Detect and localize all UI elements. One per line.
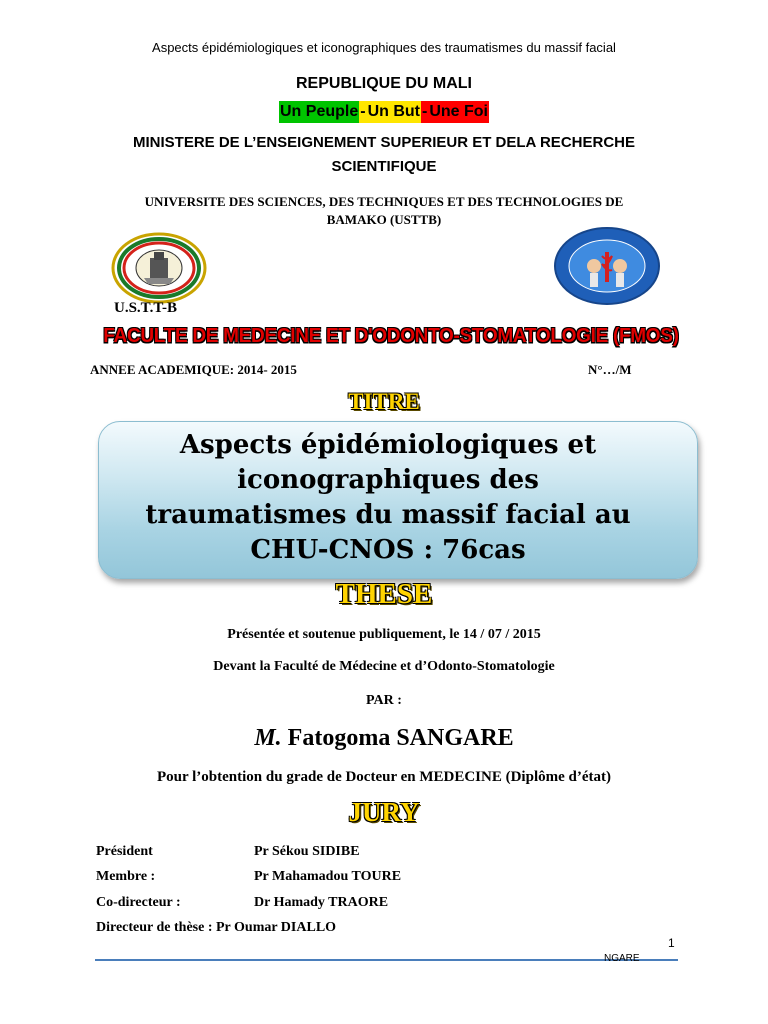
- jury-row: [96, 869, 401, 885]
- jury-member: Dr Hamady TRAORE: [254, 895, 389, 910]
- degree-purpose: Pour l’obtention du grade de Docteur en MEDECINE (Diplôme d’état): [156, 769, 611, 785]
- university-line-2: BAMAKO (USTTB): [326, 212, 442, 227]
- page-number: 1: [668, 936, 675, 950]
- candidate-title: M.: [254, 725, 282, 751]
- university-line-1: UNIVERSITE DES SCIENCES, DES TECHNIQUES ET DES TECHNOLOGIES DE: [144, 194, 624, 209]
- defense-venue-line: Devant la Faculté de Médecine et d’Odonto-Stomatologie: [213, 659, 555, 674]
- jury-role: Membre :: [96, 869, 156, 884]
- thesis-title-line-4: CHU-CNOS : 76cas: [250, 535, 526, 565]
- these-label: THESE: [335, 578, 433, 610]
- jury-member: Pr Mahamadou TOURE: [254, 869, 402, 884]
- jury-row: [96, 920, 336, 936]
- thesis-title: [98, 428, 678, 568]
- motto-separator-1: -: [359, 101, 366, 123]
- academic-year: ANNEE ACADEMIQUE: 2014- 2015: [90, 362, 297, 377]
- motto-part-2: Un But: [367, 101, 421, 123]
- ministry-line-1: MINISTERE DE L’ENSEIGNEMENT SUPERIEUR ET DELA RECHERCHE: [132, 134, 635, 151]
- jury-label: JURY: [348, 797, 420, 827]
- jury-row: [96, 895, 388, 911]
- defense-date-line: Présentée et soutenue publiquement, le 14 / 07 / 2015: [227, 627, 541, 642]
- jury-role: Co-directeur :: [96, 895, 181, 910]
- candidate-fullname: Fatogoma SANGARE: [281, 725, 514, 751]
- motto-separator-2: -: [421, 101, 428, 123]
- republic-heading: REPUBLIQUE DU MALI: [296, 75, 472, 92]
- ministry-heading: [0, 131, 768, 179]
- usttb-logo-label: U.S.T.T-B: [114, 300, 177, 316]
- jury-role: Président: [96, 844, 153, 859]
- faculty-heading: FACULTE DE MEDECINE ET D'ODONTO-STOMATOLOGIE (FMOS): [103, 325, 679, 348]
- jury-role: Directeur de thèse :: [96, 920, 213, 935]
- jury-member: Pr Oumar DIALLO: [216, 920, 337, 935]
- motto-part-1: Un Peuple: [279, 101, 359, 123]
- motto-part-3: Une Foi: [428, 101, 489, 123]
- footer-text: NGARE: [604, 953, 640, 964]
- thesis-title-line-3: traumatismes du massif facial au: [145, 500, 631, 530]
- thesis-title-line-1: Aspects épidémiologiques et: [179, 430, 597, 460]
- footer-divider: [95, 959, 678, 961]
- thesis-title-line-2: iconographiques des: [237, 465, 539, 495]
- jury-member: Pr Sékou SIDIBE: [254, 844, 360, 859]
- ministry-line-2: SCIENTIFIQUE: [331, 158, 437, 175]
- candidate-name: [0, 725, 768, 752]
- fmos-seal-logo: [552, 226, 662, 306]
- par-label: PAR :: [366, 693, 402, 708]
- running-header: Aspects épidémiologiques et iconographiques des traumatismes du massif facial: [152, 40, 616, 55]
- jury-row: [96, 844, 360, 860]
- titre-label: TITRE: [348, 389, 420, 414]
- thesis-number: N°…/M: [588, 362, 632, 377]
- university-heading: [0, 193, 768, 229]
- national-motto: [0, 101, 768, 123]
